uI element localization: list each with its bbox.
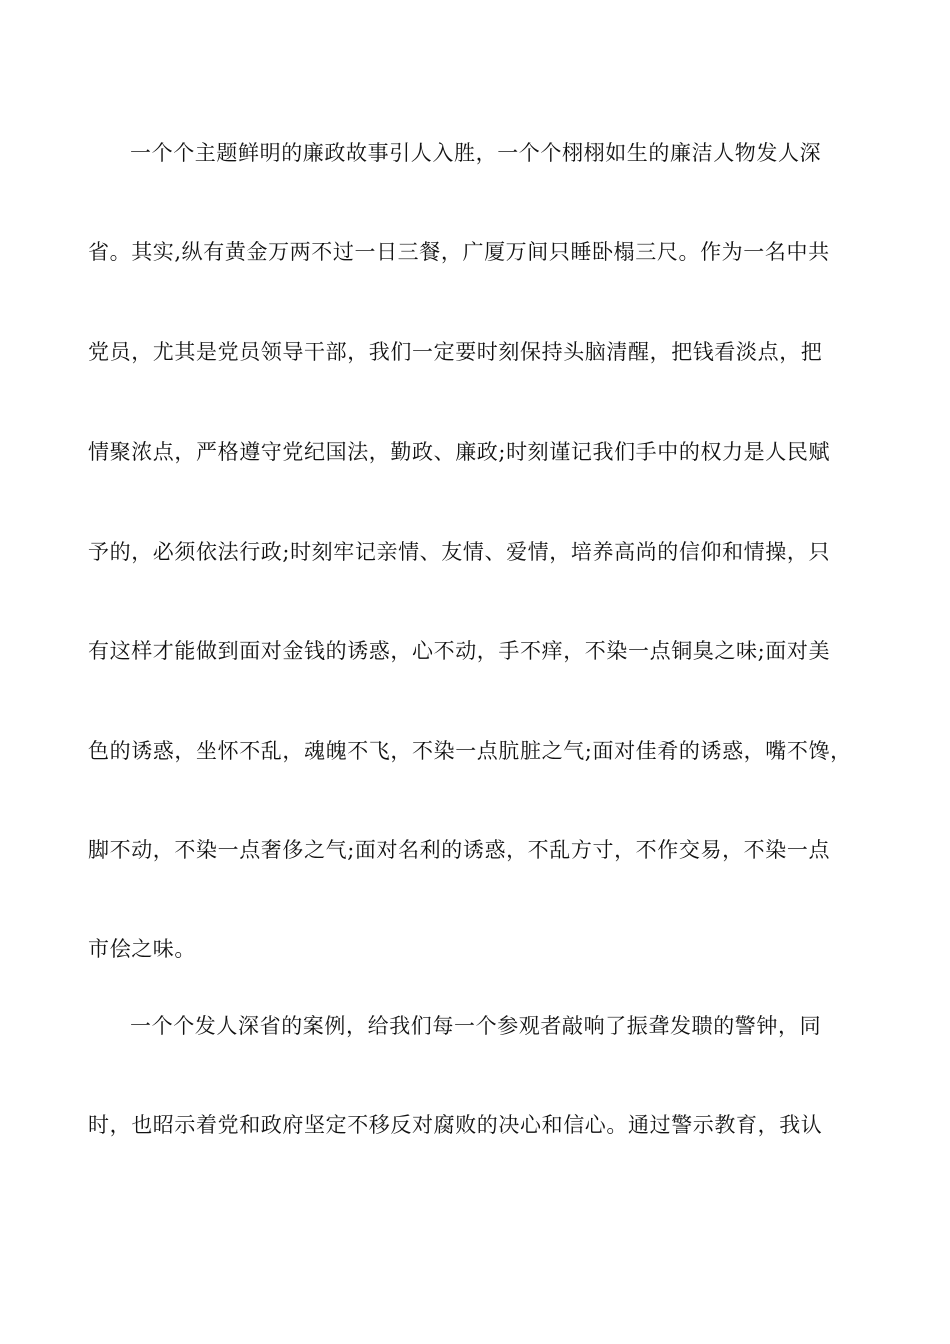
paragraph-1-line-6: 有这样才能做到面对金钱的诱惑，心不动，手不痒，不染一点铜臭之味;面对美: [88, 639, 831, 663]
paragraph-1-line-5: 予的，必须依法行政;时刻牢记亲情、友情、爱情，培养高尚的信仰和情操，只: [88, 540, 831, 564]
paragraph-1-line-2: 省。其实,纵有黄金万两不过一日三餐，广厦万间只睡卧榻三尺。作为一名中共: [88, 240, 830, 264]
paragraph-1-line-7: 色的诱惑，坐怀不乱，魂魄不飞，不染一点肮脏之气;面对佳肴的诱惑，嘴不馋，: [88, 739, 852, 763]
paragraph-1-line-8: 脚不动，不染一点奢侈之气;面对名利的诱惑，不乱方寸，不作交易，不染一点: [88, 838, 831, 862]
paragraph-1-line-9: 市侩之味。: [88, 937, 196, 961]
paragraph-2-line-2: 时，也昭示着党和政府坚定不移反对腐败的决心和信心。通过警示教育，我认: [88, 1113, 823, 1137]
paragraph-1-line-1: 一个个主题鲜明的廉政故事引人入胜，一个个栩栩如生的廉洁人物发人深: [130, 141, 822, 165]
paragraph-1-line-3: 党员，尤其是党员领导干部，我们一定要时刻保持头脑清醒，把钱看淡点，把: [88, 340, 823, 364]
paragraph-2-line-1: 一个个发人深省的案例，给我们每一个参观者敲响了振聋发聩的警钟，同: [130, 1014, 822, 1038]
paragraph-1-line-4: 情聚浓点，严格遵守党纪国法，勤政、廉政;时刻谨记我们手中的权力是人民赋: [88, 440, 831, 464]
